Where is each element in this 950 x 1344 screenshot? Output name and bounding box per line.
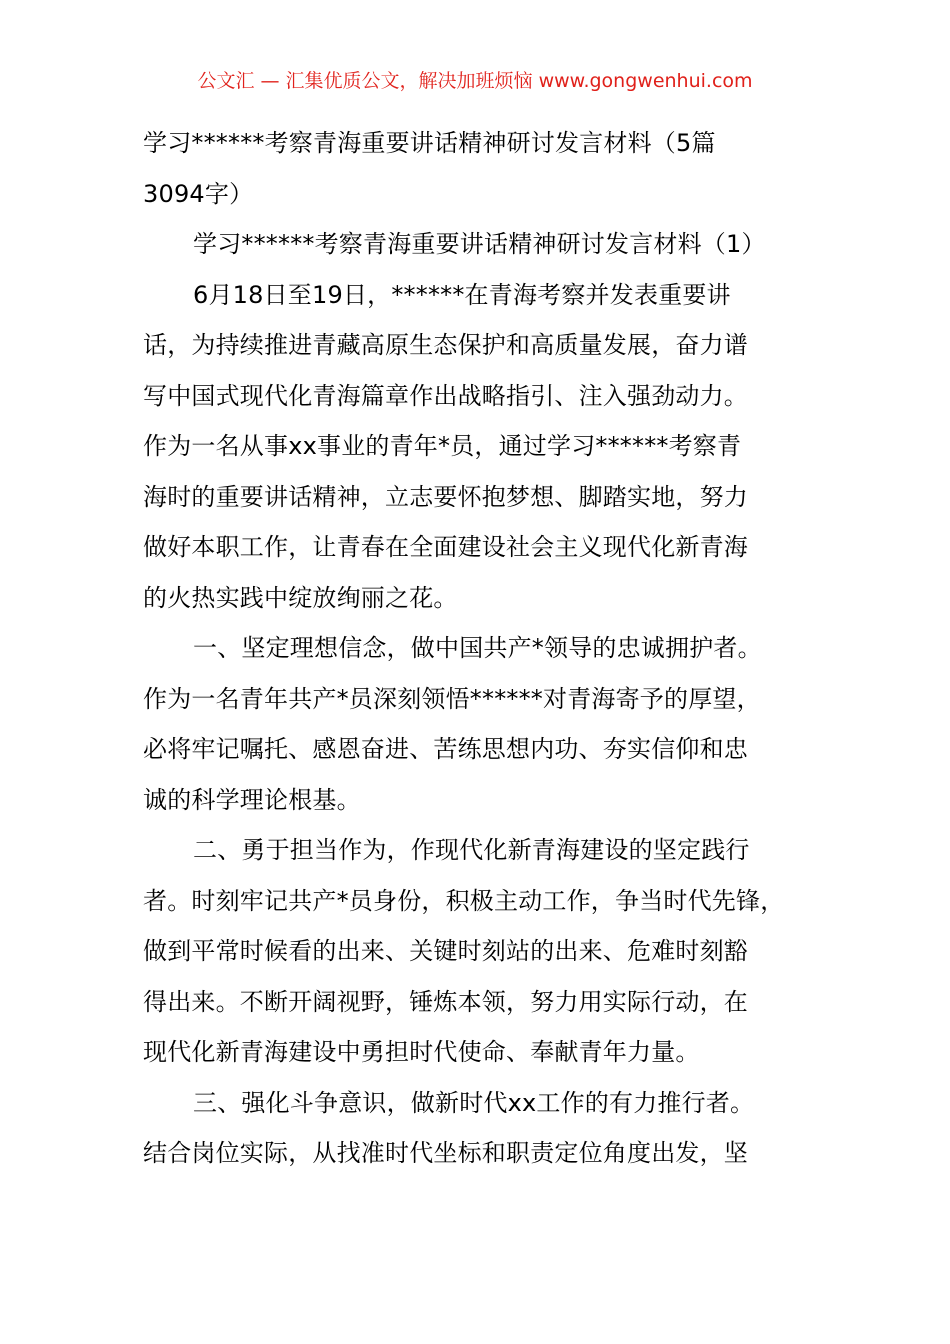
doc-title-line-2: 3094字） — [143, 179, 254, 208]
doc-title-line-1: 学习******考察青海重要讲话精神研讨发言材料（5篇 — [143, 129, 716, 157]
paragraph-line: 三、强化斗争意识，做新时代xx工作的有力推行者。 — [193, 1088, 755, 1117]
paragraph-line: 的火热实践中绽放绚丽之花。 — [143, 583, 458, 612]
paragraph-line: 作为一名青年共产*员深刻领悟******对青海寄予的厚望， — [143, 684, 761, 713]
paragraph-line: 必将牢记嘱托、感恩奋进、苦练思想内功、夯实信仰和忠 — [143, 735, 748, 763]
paragraph-line: 一、坚定理想信念，做中国共产*领导的忠诚拥护者。 — [193, 634, 762, 662]
paragraph-line: 二、勇于担当作为，作现代化新青海建设的坚定践行 — [193, 836, 750, 864]
header-banner: 公文汇 — 汇集优质公文，解决加班烦恼 www.gongwenhui.com — [197, 70, 753, 92]
paragraph-line: 海时的重要讲话精神，立志要怀抱梦想、脚踏实地，努力 — [143, 482, 748, 511]
section-title: 学习******考察青海重要讲话精神研讨发言材料（1） — [193, 230, 766, 258]
paragraph-line: 现代化新青海建设中勇担时代使命、奉献青年力量。 — [143, 1038, 700, 1066]
paragraph-line: 得出来。不断开阔视野，锤炼本领，努力用实际行动，在 — [143, 987, 748, 1016]
paragraph-line: 话，为持续推进青藏高原生态保护和高质量发展，奋力谱 — [143, 331, 748, 359]
paragraph-line: 诚的科学理论根基。 — [143, 785, 361, 814]
paragraph-line: 作为一名从事xx事业的青年*员，通过学习******考察青 — [143, 432, 742, 460]
paragraph-line: 结合岗位实际，从找准时代坐标和职责定位角度出发，坚 — [143, 1139, 748, 1167]
paragraph-line: 者。时刻牢记共产*员身份，积极主动工作，争当时代先锋， — [143, 886, 785, 915]
document-body — [143, 118, 811, 1179]
paragraph-line: 做好本职工作，让青春在全面建设社会主义现代化新青海 — [143, 533, 748, 561]
paragraph-line: 6月18日至19日，******在青海考察并发表重要讲 — [193, 280, 731, 309]
paragraph-line: 写中国式现代化青海篇章作出战略指引、注入强劲动力。 — [143, 381, 748, 410]
paragraph-line: 做到平常时候看的出来、关键时刻站的出来、危难时刻豁 — [143, 937, 748, 965]
